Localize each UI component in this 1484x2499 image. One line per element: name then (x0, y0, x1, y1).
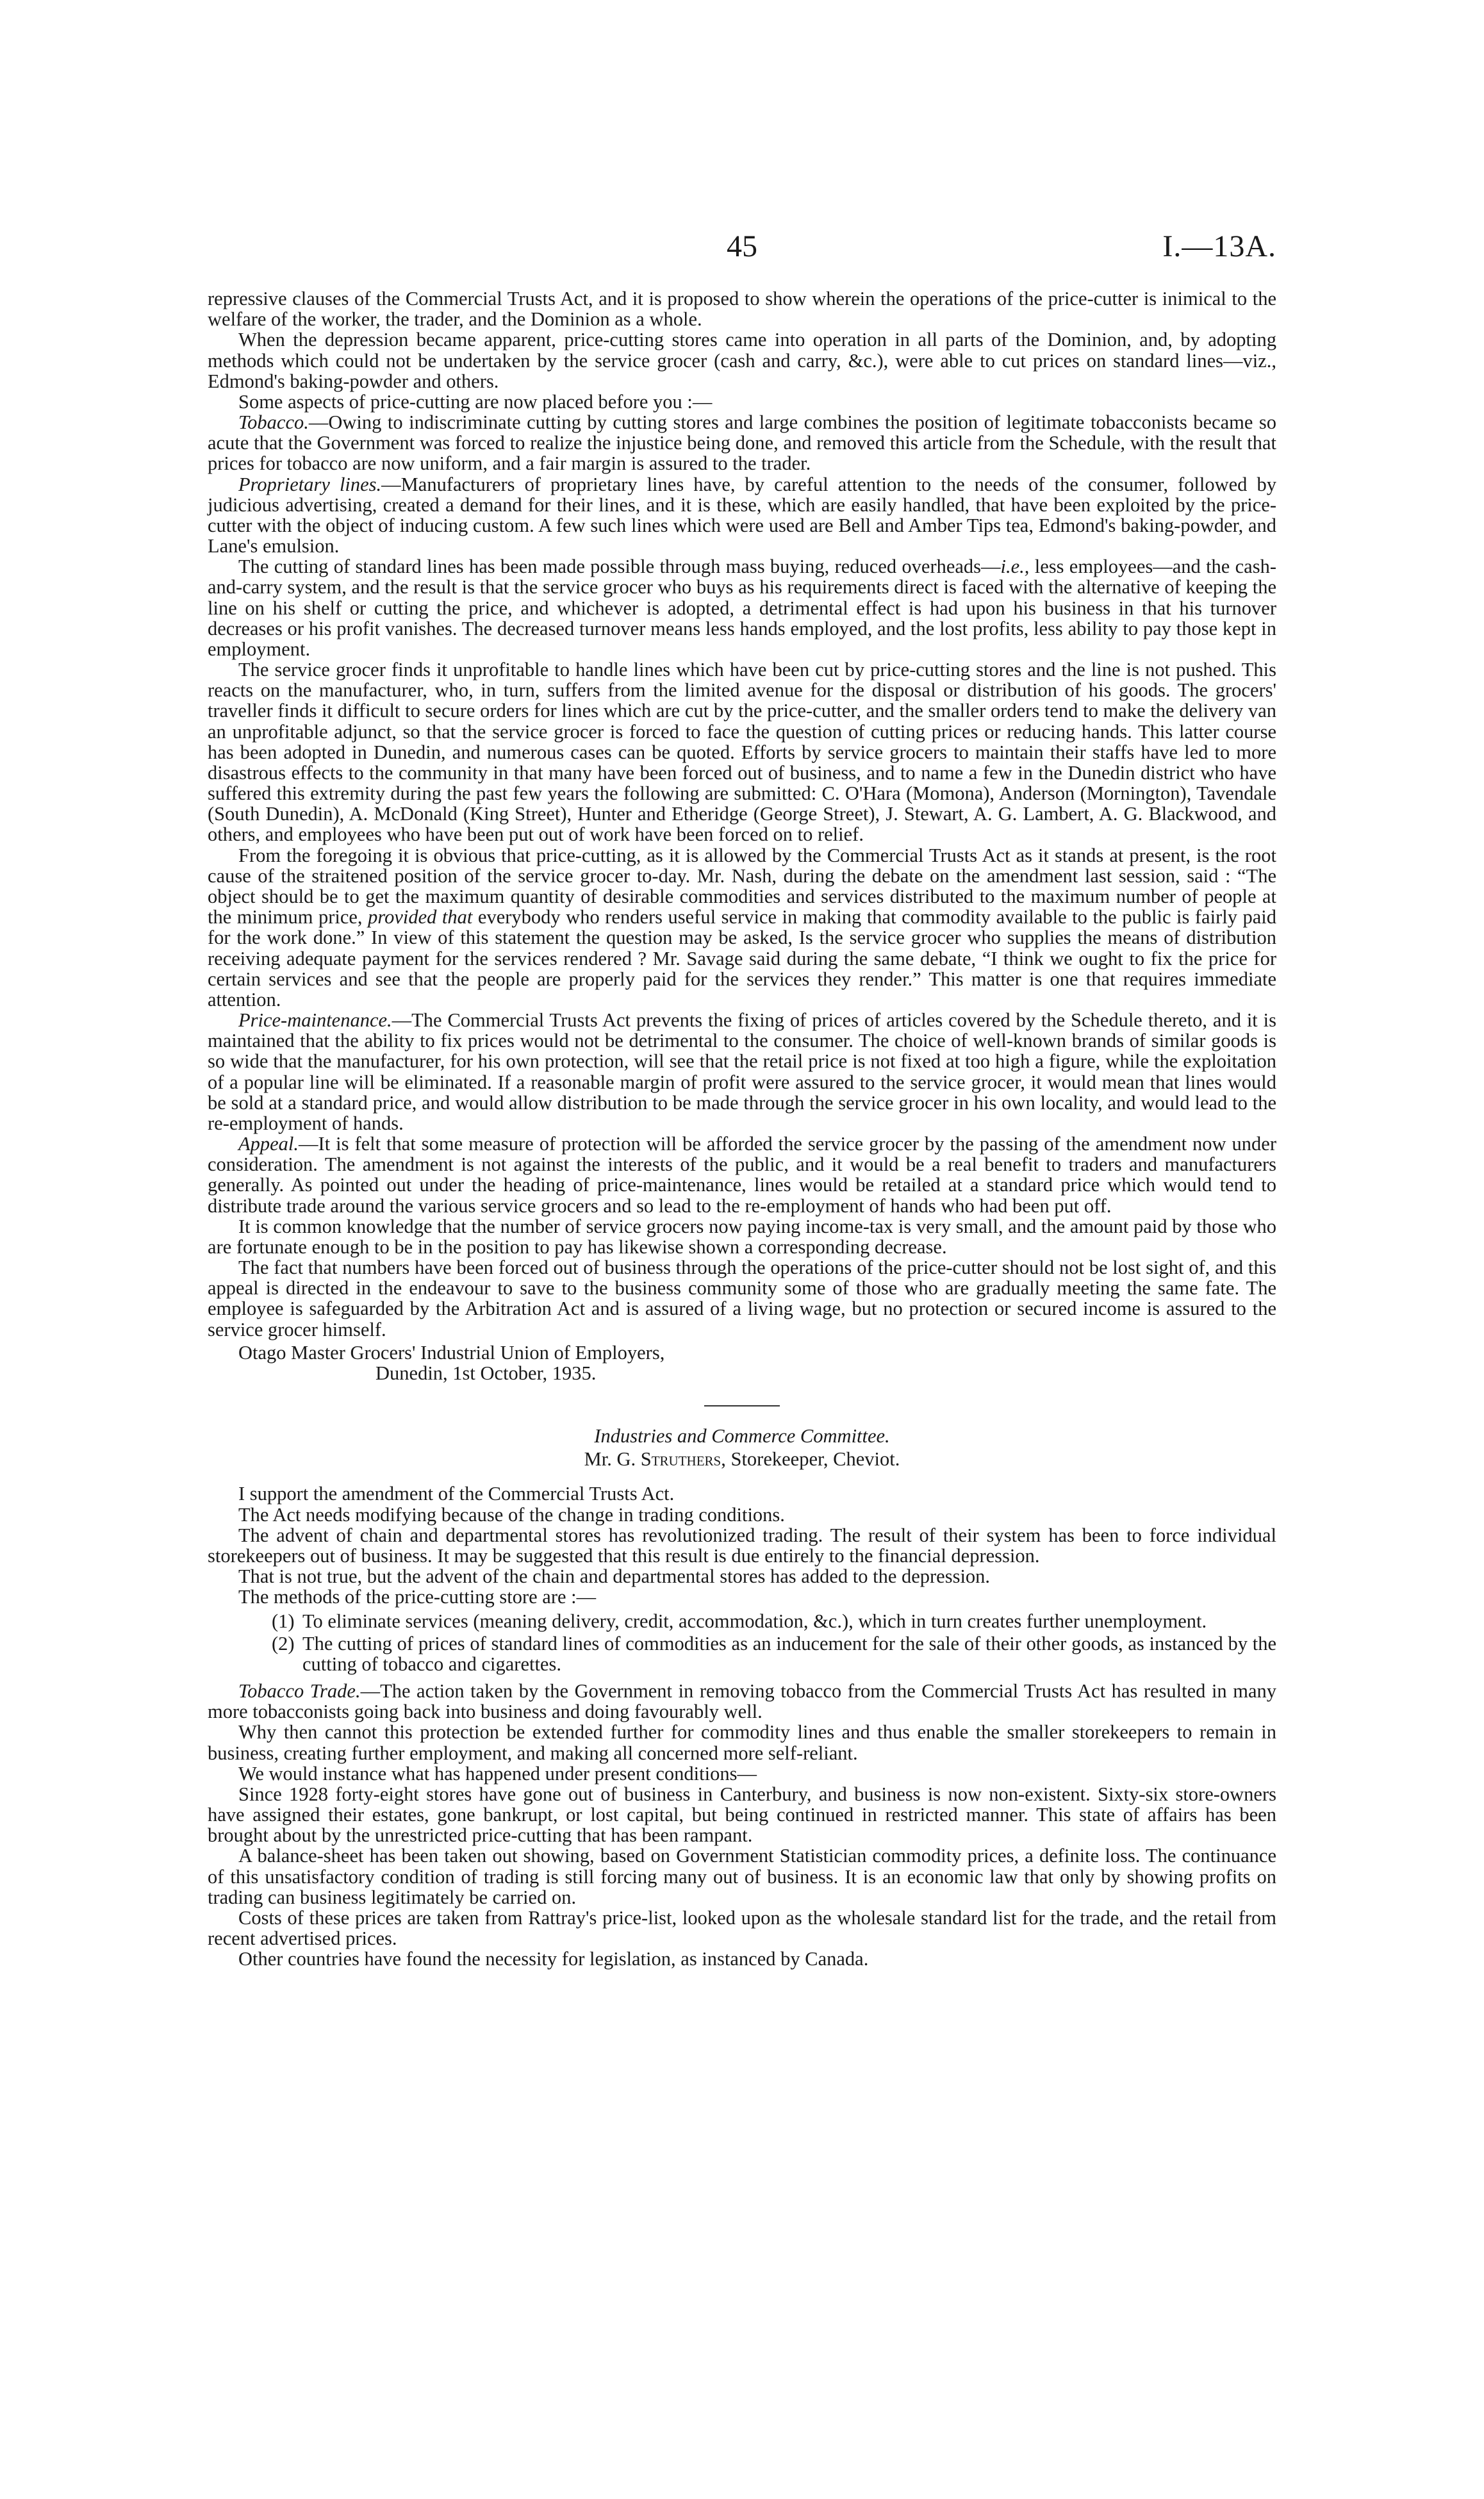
paragraph-text: everybody who renders useful service in making that commodity available to the public is fairly paid for the work done.” In view of this statement the question may be asked, Is the service grocer who supplies the means of distribution receiving adequate payment for the services rendered ? Mr. Savage said during the same debate, “I think we ought to fix the price for certain services and see that the people are properly paid for the services they render.” This matter is one that requires immediate attention. (208, 906, 1276, 1010)
document-reference: I.—13A. (1162, 229, 1276, 263)
section-divider (704, 1405, 780, 1406)
signature-organisation: Otago Master Grocers' Industrial Union of Employers, (238, 1341, 665, 1364)
paragraph-text: less employees—and the cash-and-carry system, and the result is that the service grocer who buys as his requirements direct is faced with the alternative of keeping the line on his shelf or cutting the price, and whichever is adopted, a detrimental effect is had upon his business in that his turnover decreases or his profit vanishes. The decreased turnover means less hands employed, and the lost profits, less ability to pay those kept in employment. (208, 556, 1276, 660)
list-item (208, 1633, 1276, 1674)
paragraph: Some aspects of price-cutting are now placed before you :— (238, 390, 713, 413)
paragraph: repressive clauses of the Commercial Trusts Act, and it is proposed to show wherein the operations of the price-cutter is inimical to the welfare of the worker, the trader, and the Dominion as a whole. (208, 288, 1276, 331)
paragraph: I support the amendment of the Commercial Trusts Act. (238, 1483, 675, 1505)
witness-name: Struthers (640, 1448, 721, 1471)
document-body (208, 288, 1276, 1969)
paragraph: It is common knowledge that the number of service grocers now paying income-tax is very small, and the amount paid by those who are fortunate enough to be in the position to pay has likewise shown a corresponding decrease. (208, 1215, 1276, 1258)
italic-text: i.e., (1000, 556, 1030, 578)
committee-heading: Industries and Commerce Committee. (594, 1425, 890, 1447)
paragraph-text: —It is felt that some measure of protection will be afforded the service grocer by the passing of the amendment now under consideration. The amendment is not against the interests of the public, and it would be a real benefit to traders and manufacturers generally. As pointed out under the heading of price-maintenance, lines would be retailed at a standard price which would tend to distribute trade around the various service grocers and so lead to the re-employment of hands who had been put off. (208, 1133, 1276, 1217)
italic-text: provided that (368, 906, 473, 928)
paragraph-text: From the foregoing it is obvious that price-cutting, as it is allowed by the Commercial Trusts Act as it stands at present, is the root cause of the straitened position of the service grocer to-day. Mr. Nash, during the debate on the amendment last session, said : “The object should be to get the maximum quantity of desirable commodities and services distributed to the maximum number of people at the minimum price, (208, 844, 1276, 928)
paragraph: The Act needs modifying because of the change in trading conditions. (238, 1503, 785, 1526)
paragraph (208, 845, 1276, 1010)
paragraph-heading: Tobacco. (238, 411, 309, 434)
paragraph: Costs of these prices are taken from Rattray's price-list, looked upon as the wholesale standard list for the trade, and the retail from recent advertised prices. (208, 1906, 1276, 1950)
paragraph-appeal (208, 1134, 1276, 1216)
paragraph-tobacco-trade (208, 1681, 1276, 1722)
paragraph-heading: Tobacco Trade. (238, 1680, 361, 1702)
paragraph-heading: Price-maintenance. (238, 1009, 392, 1032)
witness-title: Mr. G. (584, 1448, 641, 1471)
paragraph: We would instance what has happened under present conditions— (238, 1762, 757, 1785)
paragraph: Since 1928 forty-eight stores have gone out of business in Canterbury, and business is now non-existent. Sixty-six store-owners have assigned their estates, gone bankrupt, or lost capital, but being continued in restricted manner. This state of affairs has been brought about by the unrestricted price-cutting that has been rampant. (208, 1783, 1276, 1847)
paragraph: Why then cannot this protection be extended further for commodity lines and thus enable the smaller storekeepers to remain in business, creating further employment, and making all concerned more self-reliant. (208, 1721, 1276, 1764)
page-number: 45 (727, 229, 757, 263)
paragraph-heading: Proprietary lines. (238, 473, 382, 495)
paragraph: That is not true, but the advent of the chain and departmental stores has added to the depression. (238, 1565, 991, 1588)
signature-place-date: Dunedin, 1st October, 1935. (375, 1362, 597, 1384)
witness-occupation: , Storekeeper, Cheviot. (721, 1448, 900, 1471)
methods-list (208, 1611, 1276, 1674)
paragraph: The methods of the price-cutting store are :— (238, 1586, 597, 1608)
list-text: To eliminate services (meaning delivery, credit, accommodation, &c.), which in turn creates further unemployment. (302, 1610, 1207, 1633)
paragraph-text: —The action taken by the Government in removing tobacco from the Commercial Trusts Act has resulted in many more tobacconists going back into business and doing favourably well. (208, 1680, 1276, 1723)
paragraph: The advent of chain and departmental stores has revolutionized trading. The result of their system has been to force individual storekeepers out of business. It may be suggested that this result is due entirely to the financial depression. (208, 1524, 1276, 1567)
paragraph: The service grocer finds it unprofitable to handle lines which have been cut by price-cutting stores and the line is not pushed. This reacts on the manufacturer, who, in turn, suffers from the limited avenue for the disposal or distribution of his goods. The grocers' traveller finds it difficult to secure orders for lines which are cut by the price-cutter, and the smaller orders tend to make the delivery van an unprofitable adjunct, so that the service grocer is forced to face the question of cutting prices or reducing hands. This latter course has been adopted in Dunedin, and numerous cases can be quoted. Efforts by service grocers to maintain their staffs have led to more disastrous effects to the community in that many have been forced out of business, and to name a few in the Dunedin district who have suffered this extremity during the past few years the following are submitted: C. O'Hara (Momona), Anderson (Mornington), Tavendale (South Dunedin), A. McDonald (King Street), Hunter and Etheridge (George Street), J. Stewart, A. G. Lambert, A. G. Blackwood, and others, and employees who have been put out of work have been forced on to relief. (208, 659, 1276, 846)
list-number: (1) (272, 1610, 295, 1633)
list-text: The cutting of prices of standard lines of commodities as an inducement for the sale of their other goods, as instanced by the cutting of tobacco and cigarettes. (302, 1632, 1276, 1675)
paragraph-price-maintenance (208, 1010, 1276, 1134)
paragraph-text: —The Commercial Trusts Act prevents the fixing of prices of articles covered by the Schedule thereto, and it is maintained that the ability to fix prices would not be detrimental to the consumer. The choice of well-known brands of similar goods is so wide that the manufacturer, for his own protection, will see that the retail price is not fixed at too high a figure, while the exploitation of a popular line will be eliminated. If a reasonable margin of profit were assured to the service grocer, it would mean that lines would be sold at a standard price, and would allow distribution to be made through the service grocer in his own locality, and would lead to the re-employment of hands. (208, 1009, 1276, 1134)
witness-heading (208, 1449, 1276, 1469)
paragraph-tobacco (208, 412, 1276, 474)
paragraph: A balance-sheet has been taken out showing, based on Government Statistician commodity prices, a definite loss. The continuance of this unsatisfactory condition of trading is still forcing many out of business. It is an economic law that only by showing profits on trading can business legitimately be carried on. (208, 1845, 1276, 1908)
paragraph: Other countries have found the necessity for legislation, as instanced by Canada. (238, 1948, 869, 1970)
paragraph: The fact that numbers have been forced out of business through the operations of the price-cutter should not be lost sight of, and this appeal is directed in the endeavour to save to the business community some of those who are gradually meeting the same fate. The employee is safeguarded by the Arbitration Act and is assured of a living wage, but no protection or secured income is assured to the service grocer himself. (208, 1257, 1276, 1340)
list-number: (2) (272, 1632, 295, 1654)
list-item (208, 1611, 1276, 1631)
paragraph-heading: Appeal. (238, 1133, 299, 1155)
paragraph (208, 556, 1276, 659)
paragraph-proprietary-lines (208, 474, 1276, 557)
paragraph-text: —Manufacturers of proprietary lines have, by careful attention to the needs of the consumer, followed by judicious advertising, created a demand for their lines, and it is these, which are easily handled, that have been exploited by the price-cutter with the object of inducing custom. A few such lines which were used are Bell and Amber Tips tea, Edmond's baking-powder, and Lane's emulsion. (208, 473, 1276, 557)
paragraph-text: —Owing to indiscriminate cutting by cutting stores and large combines the position of legitimate tobacconists became so acute that the Government was forced to realize the injustice being done, and removed this article from the Schedule, with the result that prices for tobacco are now uniform, and a fair margin is assured to the trader. (208, 411, 1276, 475)
paragraph-text: The cutting of standard lines has been made possible through mass buying, reduced overheads— (238, 556, 1001, 578)
paragraph: When the depression became apparent, price-cutting stores came into operation in all parts of the Dominion, and, by adopting methods which could not be undertaken by the service grocer (cash and carry, &c.), were able to cut prices on standard lines—viz., Edmond's baking-powder and others. (208, 329, 1276, 392)
